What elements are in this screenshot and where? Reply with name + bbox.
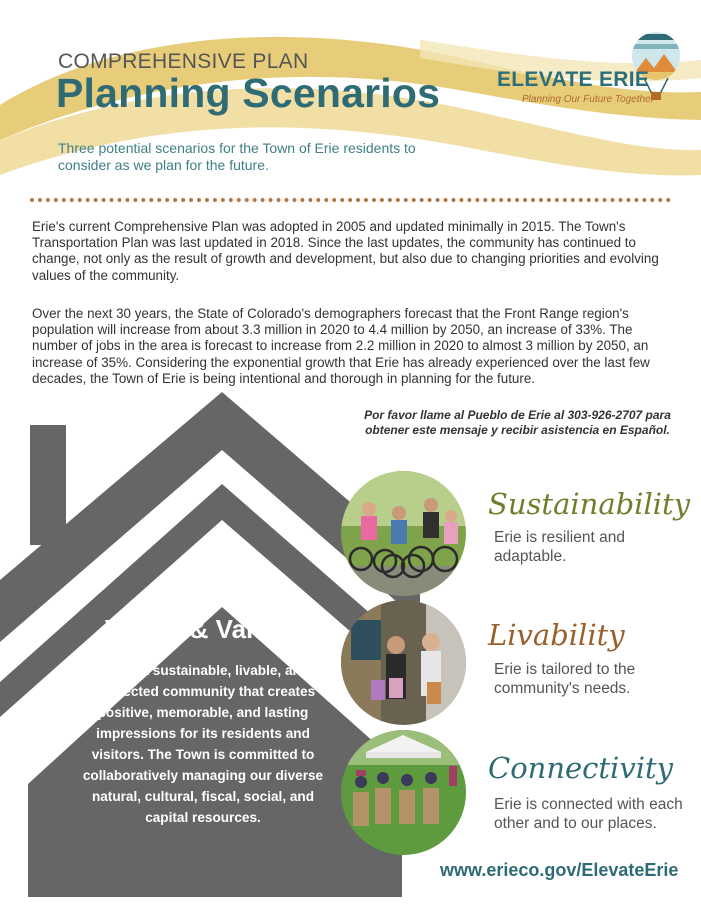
shoppers-photo (341, 600, 466, 725)
logo-wordmark: ELEVATE ERIE (497, 68, 650, 91)
connectivity-heading: Connectivity (488, 751, 674, 785)
connectivity-text: Erie is connected with each other and to our places. (494, 796, 683, 832)
sustainability-heading: Sustainability (488, 487, 691, 521)
livability-heading: Livability (488, 618, 625, 652)
vision-statement: Erie is a sustainable, livable, and connected community that creates positive, memorable, and lasting impressions for its residents and visitors. The Town is committed to collaboratively managing our diverse natural, cultural, fiscal, social, and capital resources. (82, 663, 324, 825)
cyclists-photo (341, 471, 466, 596)
page-title: Planning Scenarios (56, 70, 441, 116)
vision-title: Vision & Values (104, 614, 299, 644)
sustainability-text: Erie is resilient and adaptable. (494, 529, 625, 565)
livability-text: Erie is tailored to the community's needs. (494, 661, 636, 697)
spanish-assistance-note: Por favor llame al Pueblo de Erie al 303-926-2707 para obtener este mensaje y recibir asistencia en Español. (364, 408, 671, 437)
elevate-erie-url-link[interactable]: www.erieco.gov/ElevateErie (440, 860, 679, 880)
logo-tagline: Planning Our Future Together (522, 94, 654, 105)
intro-paragraph-1: Erie's current Comprehensive Plan was adopted in 2005 and updated minimally in 2015. The Town's Transportation Plan was last updated in 2018. Since the last updates, the community has continued to change, not only as the result of growth and development, but also due to changing priorities and evolving values of the community. (32, 219, 659, 283)
intro-paragraph-2: Over the next 30 years, the State of Colorado's demographers forecast that the Front Range region's population will increase from about 3.3 million in 2020 to 4.4 million by 2050, an increase of 33%. The number of jobs in the area is forecast to increase from 2.2 million in 2020 to almost 3 million by 2050, an increase of 35%. Considering the exponential growth that Erie has already experienced over the last few decades, the Town of Erie is being intentional and thorough in planning for the future. (32, 306, 650, 386)
dotted-divider (30, 198, 671, 202)
page-subtitle: Three potential scenarios for the Town of Erie residents to consider as we plan for the future. (58, 140, 416, 173)
header-kicker: COMPREHENSIVE PLAN (58, 50, 309, 73)
sack-race-photo (341, 730, 466, 855)
